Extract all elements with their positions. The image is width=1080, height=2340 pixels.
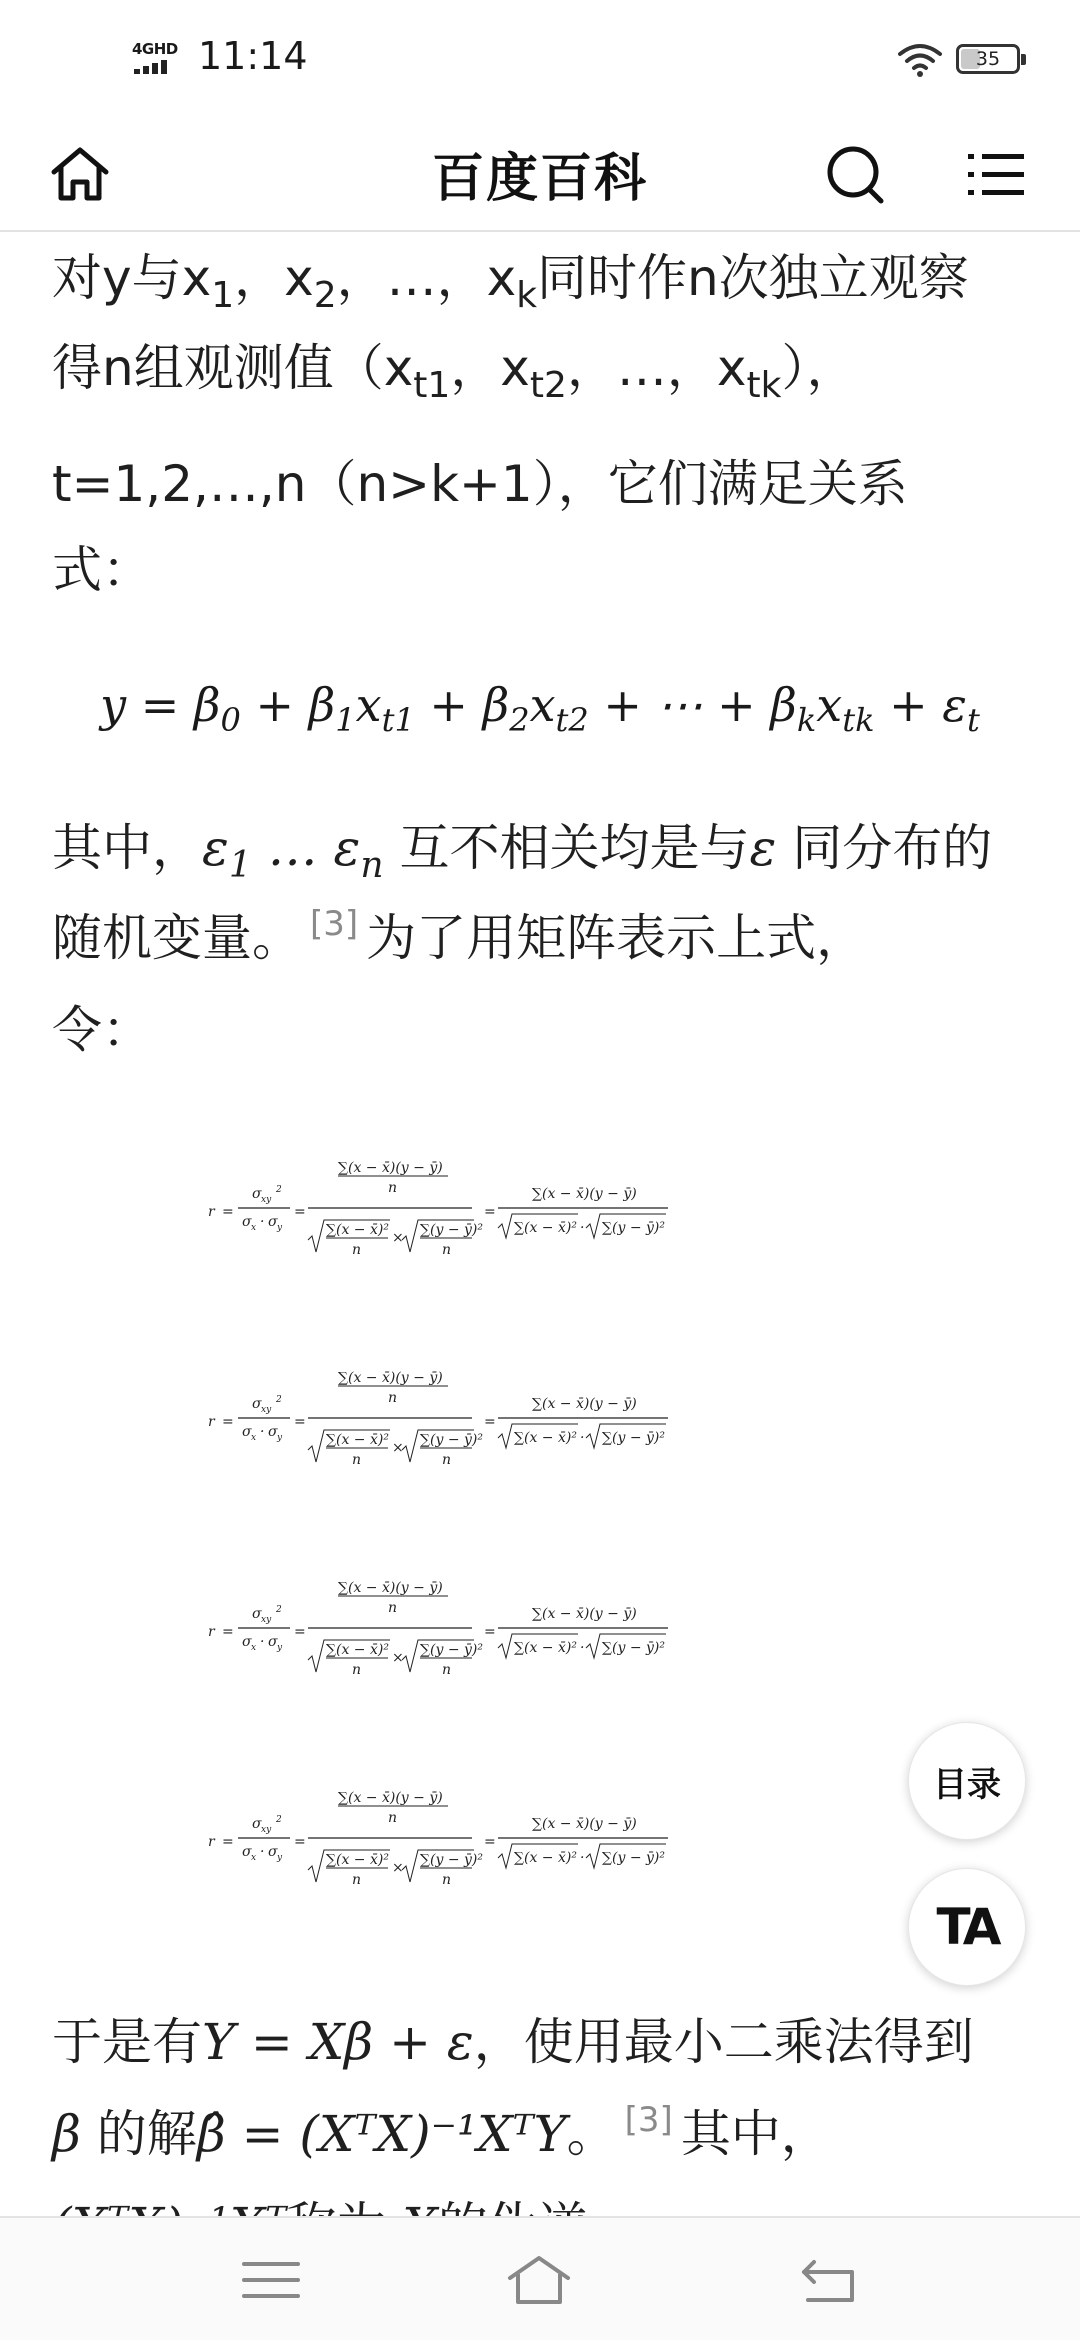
svg-text:xy: xy <box>261 1195 272 1205</box>
svg-text:y: y <box>277 1853 283 1863</box>
status-time: 11:14 <box>198 34 308 78</box>
svg-text:=: = <box>294 1414 306 1430</box>
svg-text:×: × <box>392 1860 404 1876</box>
svg-text:σ: σ <box>268 1214 278 1230</box>
svg-text:n: n <box>442 1872 452 1888</box>
svg-text:r: r <box>208 1414 215 1430</box>
paragraph-line: 其中，$\varepsilon_1$ … $\varepsilon_n$ 互不相关均是与ε 同分布的 <box>52 819 993 886</box>
svg-text:x: x <box>251 1223 257 1233</box>
svg-text:∑(x − x̄)²: ∑(x − x̄)² <box>514 1640 577 1656</box>
svg-text:=: = <box>222 1834 234 1850</box>
svg-text:n: n <box>442 1452 452 1468</box>
battery-icon <box>956 44 1020 74</box>
svg-text:=: = <box>294 1624 306 1640</box>
svg-text:∑(x − x̄)(y − ȳ): ∑(x − x̄)(y − ȳ) <box>338 1790 443 1806</box>
paragraph-line: t=1,2,…,n（n>k+1），它们满足关系 <box>52 455 908 513</box>
svg-text:y: y <box>277 1433 283 1443</box>
svg-text:∑(x − x̄)(y − ȳ): ∑(x − x̄)(y − ȳ) <box>532 1396 637 1412</box>
svg-text:σ: σ <box>268 1634 278 1650</box>
paragraph-line: 式： <box>52 541 152 599</box>
svg-text:x: x <box>251 1433 257 1443</box>
svg-text:n: n <box>388 1600 398 1616</box>
formula-image <box>208 1148 872 1264</box>
svg-text:xy: xy <box>261 1825 272 1835</box>
svg-text:=: = <box>484 1834 496 1850</box>
svg-text:y: y <box>277 1643 283 1653</box>
svg-text:n: n <box>442 1242 452 1258</box>
page-title: 百度百科 <box>431 149 648 209</box>
svg-text:σ: σ <box>252 1816 262 1832</box>
svg-text:·: · <box>580 1850 585 1866</box>
regression-equation: $y = \beta_0 + \beta_1x_{t1} + \beta_2x_{t2}$ + ⋯ + $\beta_kx_{tk} + \varepsilon_t$ <box>100 678 980 739</box>
svg-text:σ: σ <box>268 1844 278 1860</box>
search-icon[interactable] <box>822 140 890 208</box>
svg-text:∑(y − ȳ)²: ∑(y − ȳ)² <box>602 1430 665 1446</box>
svg-text:n: n <box>388 1810 398 1826</box>
svg-text:σ: σ <box>252 1186 262 1202</box>
svg-text:r: r <box>208 1834 215 1850</box>
svg-text:σ: σ <box>252 1606 262 1622</box>
app-header <box>0 118 1080 232</box>
svg-text:∑(x − x̄)²: ∑(x − x̄)² <box>326 1222 389 1238</box>
svg-text:∑(x − x̄)(y − ȳ): ∑(x − x̄)(y − ȳ) <box>532 1186 637 1202</box>
network-type: 4GHD <box>132 40 178 58</box>
svg-text:×: × <box>392 1440 404 1456</box>
system-nav-bar <box>0 2216 1080 2340</box>
svg-text:∑(y − ȳ)²: ∑(y − ȳ)² <box>420 1642 483 1658</box>
svg-text:σ: σ <box>242 1844 252 1860</box>
svg-text:=: = <box>484 1414 496 1430</box>
formula-image <box>208 1358 872 1474</box>
svg-text:∑(x − x̄)²: ∑(x − x̄)² <box>326 1432 389 1448</box>
table-of-contents-button[interactable]: 目录 <box>908 1722 1026 1840</box>
signal-icon <box>134 60 167 74</box>
svg-text:∑(x − x̄)²: ∑(x − x̄)² <box>326 1642 389 1658</box>
svg-text:∑(x − x̄)²: ∑(x − x̄)² <box>326 1852 389 1868</box>
svg-text:∑(x − x̄)²: ∑(x − x̄)² <box>514 1430 577 1446</box>
svg-text:∑(x − x̄)²: ∑(x − x̄)² <box>514 1220 577 1236</box>
svg-text:·: · <box>580 1430 585 1446</box>
svg-text:n: n <box>388 1390 398 1406</box>
paragraph-line: β 的解β̂ = (XᵀX)⁻¹XᵀY。 [3] 其中， <box>52 2100 831 2163</box>
svg-text:∑(y − ȳ)²: ∑(y − ȳ)² <box>420 1852 483 1868</box>
svg-text:∑(y − ȳ)²: ∑(y − ȳ)² <box>602 1220 665 1236</box>
menu-list-icon[interactable] <box>962 140 1030 208</box>
svg-text:∑(x − x̄)(y − ȳ): ∑(x − x̄)(y − ȳ) <box>338 1160 443 1176</box>
svg-text:σ: σ <box>242 1634 252 1650</box>
svg-text:σ: σ <box>242 1424 252 1440</box>
svg-text:n: n <box>352 1872 362 1888</box>
svg-text:∑(x − x̄)(y − ȳ): ∑(x − x̄)(y − ȳ) <box>338 1580 443 1596</box>
svg-text:∑(y − ȳ)²: ∑(y − ȳ)² <box>420 1432 483 1448</box>
svg-text:=: = <box>294 1834 306 1850</box>
svg-text:∑(y − ȳ)²: ∑(y − ȳ)² <box>420 1222 483 1238</box>
svg-text:σ: σ <box>268 1424 278 1440</box>
svg-text:∑(x − x̄)²: ∑(x − x̄)² <box>514 1850 577 1866</box>
svg-text:·: · <box>260 1214 265 1230</box>
svg-text:∑(y − ȳ)²: ∑(y − ȳ)² <box>602 1850 665 1866</box>
svg-text:2: 2 <box>276 1605 282 1615</box>
svg-text:n: n <box>352 1662 362 1678</box>
svg-text:×: × <box>392 1650 404 1666</box>
svg-text:2: 2 <box>276 1815 282 1825</box>
svg-text:∑(x − x̄)(y − ȳ): ∑(x − x̄)(y − ȳ) <box>338 1370 443 1386</box>
svg-text:∑(x − x̄)(y − ȳ): ∑(x − x̄)(y − ȳ) <box>532 1606 637 1622</box>
svg-text:x: x <box>251 1853 257 1863</box>
paragraph-line: 得n组观测值（$x_{t1}$，$x_{t2}$，…，$x_{tk}$）， <box>52 339 857 406</box>
svg-text:=: = <box>484 1204 496 1220</box>
svg-text:2: 2 <box>276 1185 282 1195</box>
svg-text:n: n <box>352 1452 362 1468</box>
formula-image <box>208 1778 872 1894</box>
network-indicator <box>132 40 188 80</box>
svg-text:·: · <box>260 1634 265 1650</box>
paragraph-line: 令： <box>52 1001 152 1059</box>
status-bar <box>0 0 1080 118</box>
wifi-icon <box>897 42 943 78</box>
ta-button[interactable]: TA <box>908 1868 1026 1986</box>
svg-text:n: n <box>442 1662 452 1678</box>
svg-text:2: 2 <box>276 1395 282 1405</box>
svg-text:y: y <box>277 1223 283 1233</box>
svg-text:xy: xy <box>261 1615 272 1625</box>
svg-text:=: = <box>222 1204 234 1220</box>
citation-link[interactable]: [3] <box>624 2100 673 2140</box>
svg-text:·: · <box>580 1640 585 1656</box>
svg-text:∑(y − ȳ)²: ∑(y − ȳ)² <box>602 1640 665 1656</box>
paragraph-line: 随机变量。 [3] 为了用矩阵表示上式， <box>52 904 867 967</box>
svg-text:·: · <box>260 1424 265 1440</box>
citation-link[interactable]: [3] <box>310 904 359 944</box>
svg-text:=: = <box>222 1624 234 1640</box>
svg-text:n: n <box>388 1180 398 1196</box>
svg-text:·: · <box>580 1220 585 1236</box>
svg-text:n: n <box>352 1242 362 1258</box>
svg-text:·: · <box>260 1844 265 1860</box>
svg-text:σ: σ <box>252 1396 262 1412</box>
svg-text:σ: σ <box>242 1214 252 1230</box>
nav-menu-icon[interactable] <box>236 2252 306 2308</box>
paragraph-line: 于是有Y = Xβ + ε，使用最小二乘法得到 <box>52 2013 974 2071</box>
formula-image <box>208 1568 872 1684</box>
nav-home-icon[interactable] <box>504 2252 574 2308</box>
svg-text:=: = <box>294 1204 306 1220</box>
svg-text:r: r <box>208 1204 215 1220</box>
svg-text:xy: xy <box>261 1405 272 1415</box>
battery-level: 35 <box>975 48 1001 70</box>
svg-text:x: x <box>251 1643 257 1653</box>
paragraph-line: 对y与$x_1$，$x_2$，…，$x_k$同时作n次独立观察 <box>52 249 969 316</box>
svg-text:r: r <box>208 1624 215 1640</box>
svg-text:×: × <box>392 1230 404 1246</box>
nav-back-icon[interactable] <box>794 2252 864 2308</box>
svg-text:=: = <box>222 1414 234 1430</box>
svg-text:=: = <box>484 1624 496 1640</box>
svg-text:∑(x − x̄)(y − ȳ): ∑(x − x̄)(y − ȳ) <box>532 1816 637 1832</box>
